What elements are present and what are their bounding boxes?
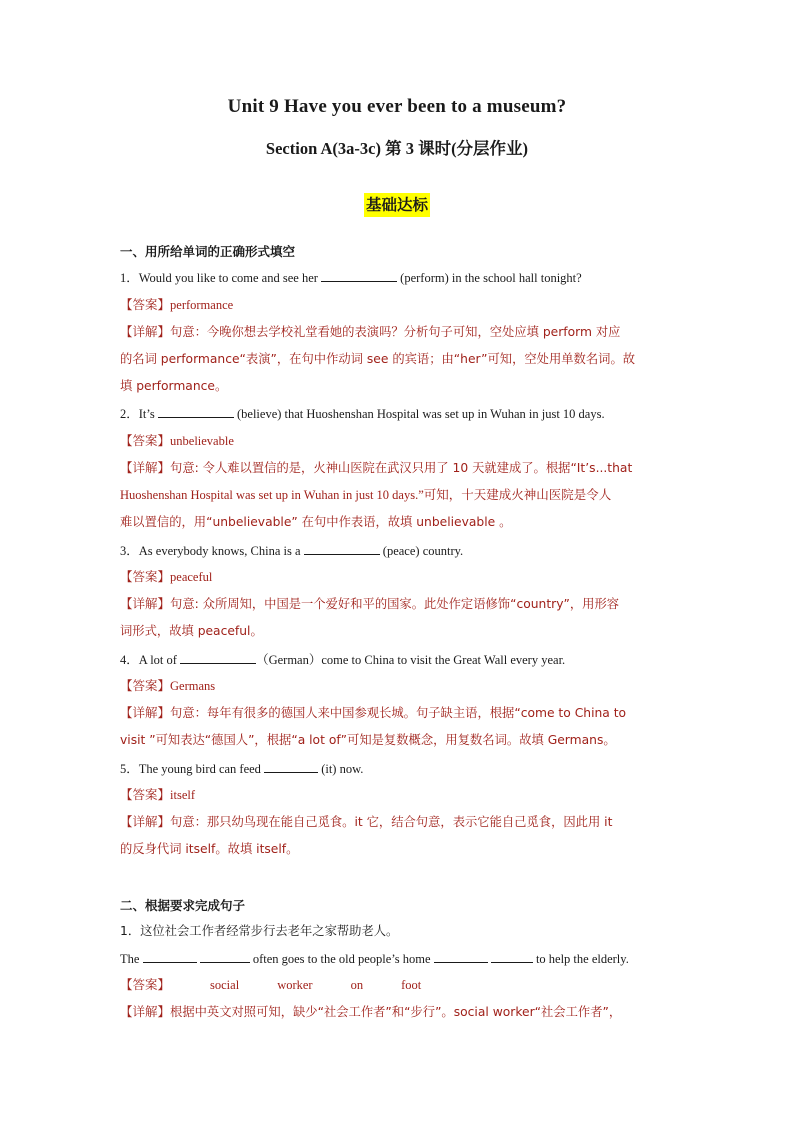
explanation-2 (120, 460, 680, 476)
answer-text: unbelievable (170, 434, 234, 448)
explanation-3 (120, 596, 680, 612)
explanation-text: 的名词 performance“表演”，在句中作动词 see 的宾语；由“her”可知，空处用单数名词。故 (120, 352, 636, 366)
answer-blank (200, 950, 250, 963)
question-text: (it) now. (318, 762, 364, 776)
explanation-text: 难以置信的，用“unbelievable” 在句中作表语，故填 unbelievable 。 (120, 515, 512, 529)
question-text: 4．A lot of (120, 653, 181, 667)
badge-wrap (0, 193, 794, 217)
answer-tag: 【答案】 (120, 569, 171, 584)
question-1 (120, 269, 680, 286)
explanation-text: 句意: 众所周知，中国是一个爱好和平的国家。此处作定语修饰“country”，用形容 (170, 597, 620, 611)
answer-tag: 【答案】 (120, 433, 171, 448)
question-2-1-english (120, 950, 680, 967)
answer-text: peaceful (170, 570, 213, 584)
answer-text: itself (170, 788, 196, 802)
explanation-text: Huoshenshan Hospital was set up in Wuhan in just 10 days.”可知，十天建成火神山医院是令人 (120, 488, 612, 502)
answer-3 (120, 569, 680, 585)
answer-blank (143, 950, 197, 963)
answer-word: on (350, 978, 364, 992)
question-text: The (120, 952, 143, 966)
answer-2 (120, 433, 680, 449)
explanation-text: 句意：那只幼鸟现在能自己觅食。it 它，结合句意，表示它能自己觅食，因此用 it (170, 815, 613, 829)
answer-tag: 【答案】 (120, 977, 171, 992)
answer-text: Germans (170, 679, 216, 693)
page-subtitle: Section A(3a-3c) 第 3 课时(分层作业) (265, 139, 529, 158)
explanation-text: visit ”可知表达“德国人”，根据“a lot of”可知是复数概念，用复数名词。故填 Germans。 (120, 733, 616, 747)
answer-tag: 【答案】 (120, 678, 171, 693)
answer-4 (120, 678, 680, 694)
question-4 (120, 651, 680, 668)
question-text: （German）come to China to visit the Great Wall every year. (256, 653, 566, 667)
question-3 (120, 542, 680, 559)
question-text: 3．As everybody knows, China is a (120, 544, 304, 558)
answer-5 (120, 787, 680, 803)
explanation-tag: 【详解】 (120, 324, 171, 339)
question-text: (perform) in the school hall tonight? (397, 271, 582, 285)
question-text: (believe) that Huoshenshan Hospital was set up in Wuhan in just 10 days. (233, 407, 605, 421)
explanation-5 (120, 814, 680, 830)
explanation-tag: 【详解】 (120, 1004, 171, 1019)
answer-blank (491, 950, 533, 963)
answer-blank (321, 269, 397, 282)
explanation-text: 填 performance。 (120, 379, 228, 393)
answer-tag: 【答案】 (120, 787, 171, 802)
question-2-1-chinese: 1．这位社会工作者经常步行去老年之家帮助老人。 (120, 924, 399, 938)
explanation-tag: 【详解】 (120, 814, 171, 829)
answer-1 (120, 297, 680, 313)
section-heading-1: 一、用所给单词的正确形式填空 (120, 244, 296, 259)
section-heading-2: 二、根据要求完成句子 (120, 898, 246, 913)
explanation-text: 词形式，故填 peaceful。 (120, 624, 263, 638)
answer-word: foot (401, 978, 422, 992)
explanation-text: 句意：今晚你想去学校礼堂看她的表演吗？分析句子可知，空处应填 perform 对应 (170, 325, 621, 339)
question-text: (peace) country. (379, 544, 464, 558)
explanation-text: 句意：每年有很多的德国人来中国参观长城。句子缺主语，根据“come to China to (170, 706, 627, 720)
question-5 (120, 760, 680, 777)
answer-text: performance (170, 298, 234, 312)
answer-word: social (210, 978, 240, 992)
explanation-text: 句意: 令人难以置信的是，火神山医院在武汉只用了 10 天就建成了。根据“It’s...that (170, 461, 633, 475)
question-text: to help the elderly. (532, 952, 629, 966)
explanation-1 (120, 324, 680, 340)
answer-word: worker (277, 978, 313, 992)
explanation-tag: 【详解】 (120, 460, 171, 475)
explanation-2-1 (120, 1004, 680, 1020)
question-text: often goes to the old people’s home (249, 952, 434, 966)
explanation-tag: 【详解】 (120, 596, 171, 611)
answer-tag: 【答案】 (120, 297, 171, 312)
answer-blank (180, 651, 256, 664)
answer-blank (304, 542, 380, 555)
level-badge: 基础达标 (364, 193, 430, 217)
explanation-text: 根据中英文对照可知，缺少“社会工作者”和“步行”。social worker“社会工作者”， (170, 1005, 622, 1019)
question-text: 2．It’s (120, 407, 158, 421)
answer-blank (264, 760, 318, 773)
question-2 (120, 405, 680, 422)
answer-blank (434, 950, 488, 963)
explanation-tag: 【详解】 (120, 705, 171, 720)
page-title: Unit 9 Have you ever been to a museum? (227, 96, 567, 117)
answer-blank (158, 405, 234, 418)
explanation-4 (120, 705, 680, 721)
answer-2-1 (120, 977, 680, 993)
explanation-text: 的反身代词 itself。故填 itself。 (120, 842, 299, 856)
question-text: 5．The young bird can feed (120, 762, 265, 776)
question-text: 1．Would you like to come and see her (120, 271, 322, 285)
